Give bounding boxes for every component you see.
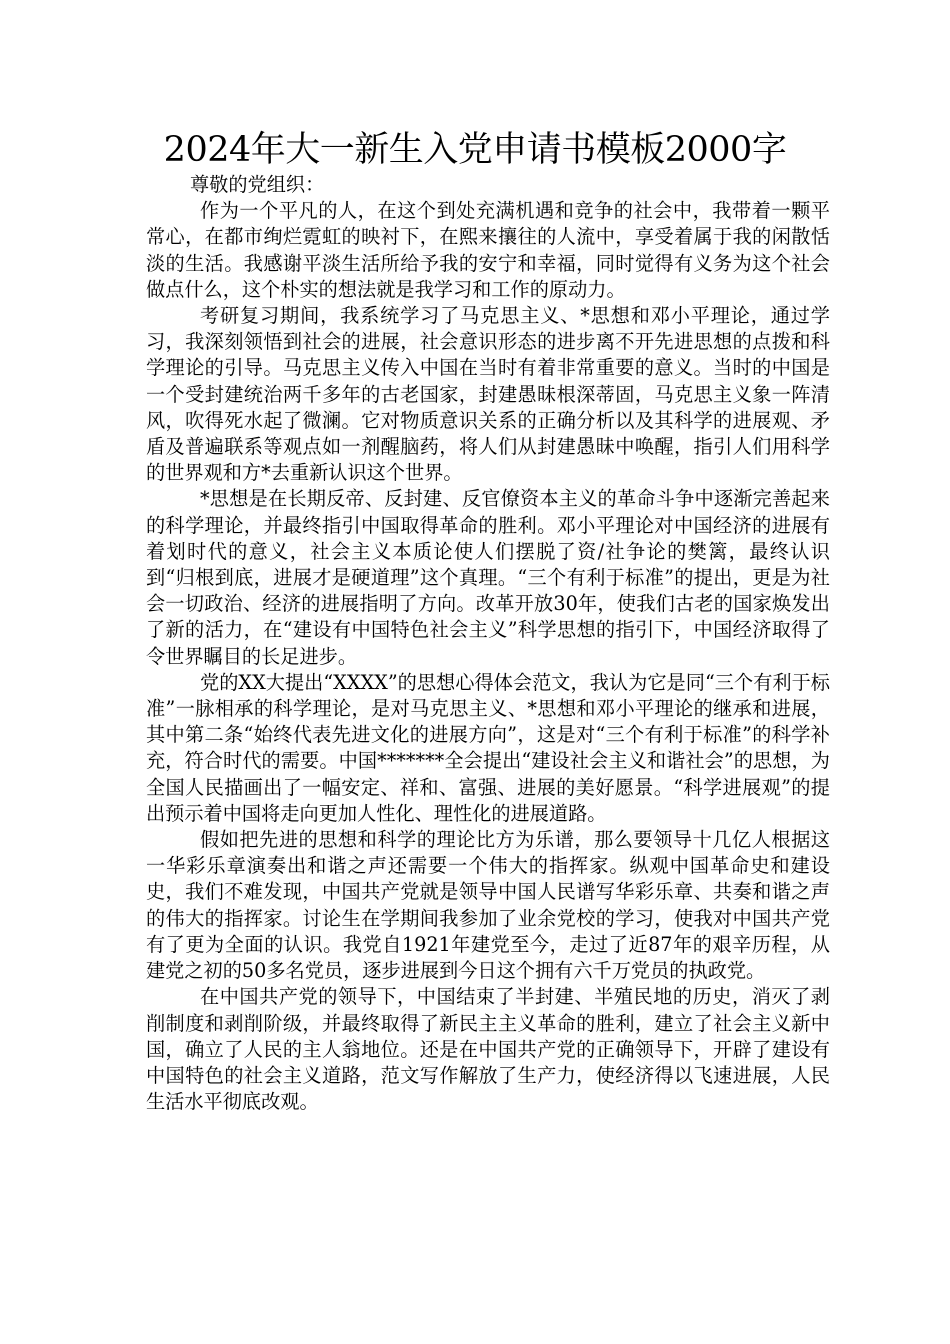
salutation: 尊敬的党组织： bbox=[190, 173, 325, 196]
document-title: 2024年大一新生入党申请书模板2000字 bbox=[163, 130, 787, 170]
paragraph-3: *思想是在长期反帝、反封建、反官僚资本主义的革命斗争中逐渐完善起来的科学理论，并最终指引中国取得革命的胜利。邓小平理论对中国经济的进展有着划时代的意义，社会主义本质论使人们摆脱了资/社争论的樊篱，最终认识到“归根到底，进展才是硬道理”这个真理。“三个有利于标准”的提出，更是为社会一切政治、经济的进展指明了方向。改革开放30年，使我们古老的国家焕发出了新的活力，在“建设有中国特色社会主义”科学思想的指引下，中国经济取得了令世界瞩目的长足进步。 bbox=[146, 487, 830, 668]
paragraph-5: 假如把先进的思想和科学的理论比方为乐谱，那么要领导十几亿人根据这一华彩乐章演奏出和谐之声还需要一个伟大的指挥家。纵观中国革命史和建设史，我们不难发现，中国共产党就是领导中国人民谱写华彩乐章、共奏和谐之声的伟大的指挥家。讨论生在学期间我参加了业余党校的学习，使我对中国共产党有了更为全面的认识。我党自1921年建党至今，走过了近87年的艰辛历程，从建党之初的50多名党员，逐步进展到今日这个拥有六千万党员的执政党。 bbox=[146, 828, 830, 983]
paragraph-1: 作为一个平凡的人，在这个到处充满机遇和竞争的社会中，我带着一颗平常心，在都市绚烂霓虹的映衬下，在熙来攘往的人流中，享受着属于我的闲散恬淡的生活。我感谢平淡生活所给予我的安宁和幸福，同时觉得有义务为这个社会做点什么，这个朴实的想法就是我学习和工作的原动力。 bbox=[146, 199, 830, 301]
document-body bbox=[146, 172, 830, 1115]
paragraph-6: 在中国共产党的领导下，中国结束了半封建、半殖民地的历史，消灭了剥削制度和剥削阶级，并最终取得了新民主主义革命的胜利，建立了社会主义新中国，确立了人民的主人翁地位。还是在中国共产党的正确领导下，开辟了建设有中国特色的社会主义道路，范文写作解放了生产力，使经济得以飞速进展，人民生活水平彻底改观。 bbox=[146, 985, 830, 1114]
paragraph-4: 党的XX大提出“XXXX”的思想心得体会范文，我认为它是同“三个有利于标准”一脉相承的科学理论，是对马克思主义、*思想和邓小平理论的继承和进展，其中第二条“始终代表先进文化的进展方向”，这是对“三个有利于标准”的科学补充，符合时代的需要。中国*******全会提出“建设社会主义和谐社会”的思想，为全国人民描画出了一幅安定、祥和、富强、进展的美好愿景。“科学进展观”的提出预示着中国将走向更加人性化、理性化的进展道路。 bbox=[146, 670, 830, 825]
paragraph-2: 考研复习期间，我系统学习了马克思主义、*思想和邓小平理论，通过学习，我深刻领悟到社会的进展，社会意识形态的进步离不开先进思想的点拨和科学理论的引导。马克思主义传入中国在当时有着非常重要的意义。当时的中国是一个受封建统治两千多年的古老国家，封建愚昧根深蒂固，马克思主义象一阵清风，吹得死水起了微澜。它对物质意识关系的正确分析以及其科学的进展观、矛盾及普遍联系等观点如一剂醒脑药，将人们从封建愚昧中唤醒，指引人们用科学的世界观和方*去重新认识这个世界。 bbox=[146, 304, 830, 485]
